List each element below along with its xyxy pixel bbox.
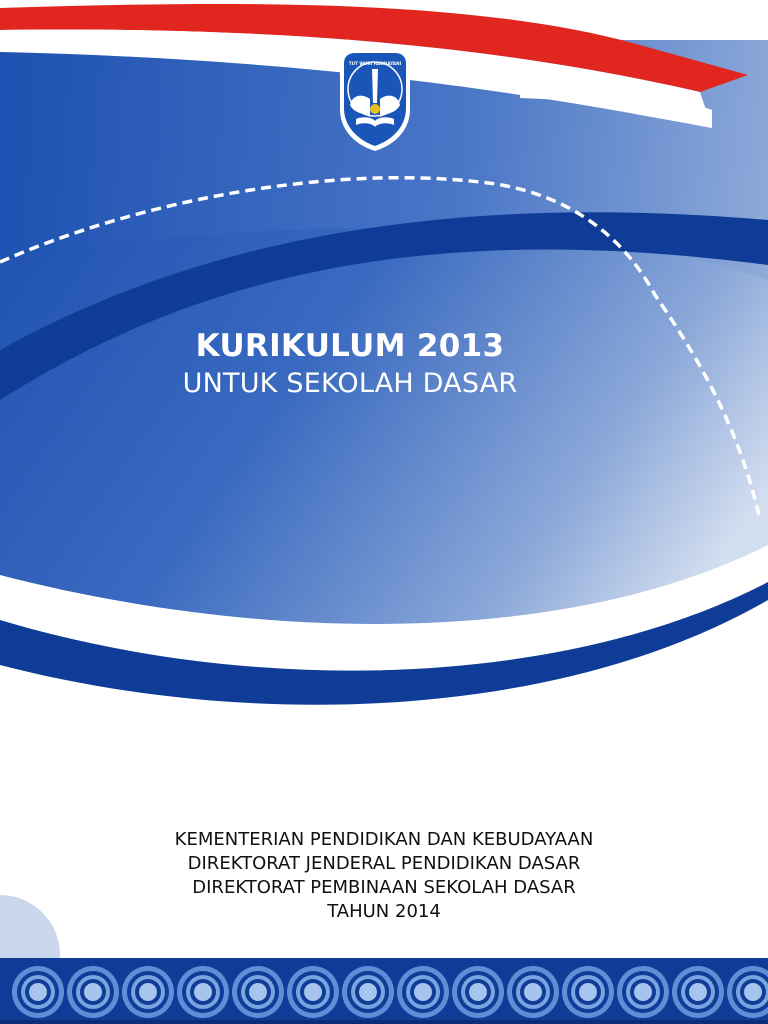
concentric-circle-pattern (0, 958, 768, 1024)
pen (372, 69, 378, 103)
flame (370, 104, 380, 114)
document-title: KURIKULUM 2013 (195, 328, 505, 364)
publisher-block (0, 828, 768, 924)
publication-year: TAHUN 2014 (327, 901, 441, 922)
document-subtitle: UNTUK SEKOLAH DASAR (182, 368, 518, 399)
publisher-directorate: DIREKTORAT PEMBINAAN SEKOLAH DASAR (192, 877, 576, 898)
title-block (0, 326, 700, 402)
publisher-ministry: KEMENTERIAN PENDIDIKAN DAN KEBUDAYAAN (174, 829, 594, 850)
publisher-directorate-general: DIREKTORAT JENDERAL PENDIDIKAN DASAR (187, 853, 581, 874)
tut-wuri-handayani-logo (330, 47, 420, 153)
logo-motto: TUT WURI HANDAYANI (348, 61, 402, 66)
